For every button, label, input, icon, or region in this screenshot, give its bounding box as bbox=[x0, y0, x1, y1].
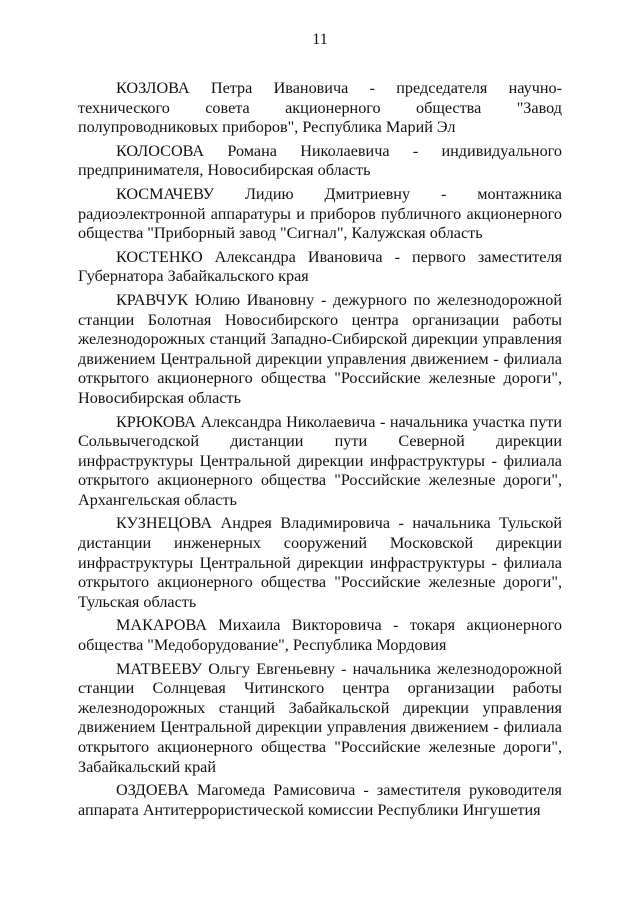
list-item bbox=[78, 616, 562, 655]
list-item bbox=[78, 142, 562, 181]
entry-description: - индивидуального предпринимателя, Новосибирская область bbox=[78, 141, 562, 180]
entry-description: - первого заместителя Губернатора Забайкальского края bbox=[78, 247, 563, 286]
entry-description: - дежурного по железнодорожной станции Болотная Новосибирского центра организации работы железнодорожных станций Западно-Сибирской дирекции управления движением Центральной дирекции управления движением - филиала открытого акционерного общества "Российские железные дороги", Новосибирская область bbox=[78, 290, 562, 407]
list-item bbox=[78, 291, 562, 409]
entry-description: - председателя научно-технического совета акционерного общества "Завод полупроводниковых приборов", Республика Марий Эл bbox=[78, 79, 563, 137]
entry-description: - начальника участка пути Сольвычегодской дистанции пути Северной дирекции инфраструктуры Центральной дирекции инфраструктуры - филиала открытого акционерного общества "Российские железные дороги", Архангельская область bbox=[78, 412, 563, 509]
entry-surname: КОЗЛОВА bbox=[116, 79, 190, 97]
entry-description: - токаря акционерного общества "Медоборудование", Республика Мордовия bbox=[78, 616, 563, 655]
entry-surname: КУЗНЕЦОВА bbox=[116, 514, 213, 533]
entry-given-names: Юлию Ивановну bbox=[194, 290, 315, 309]
entry-description: - заместителя руководителя аппарата Антитеррористической комиссии Республики Ингушетия bbox=[78, 781, 562, 819]
entry-given-names: Магомеда Рамисовича bbox=[196, 781, 356, 800]
entry-given-names: Андрея Владимировича bbox=[220, 514, 391, 533]
entry-given-names: Ольгу Евгеньевну bbox=[208, 659, 335, 678]
list-item bbox=[78, 413, 562, 511]
entry-given-names: Романа Николаевича bbox=[227, 141, 390, 160]
entry-surname: КРАВЧУК bbox=[116, 290, 189, 309]
entry-surname: КОСМАЧЕВУ bbox=[116, 184, 215, 203]
award-list bbox=[78, 79, 562, 824]
entry-surname: МАКАРОВА bbox=[116, 616, 207, 635]
list-item bbox=[78, 660, 562, 778]
entry-description: - монтажника радиоэлектронной аппаратуры и приборов публичного акционерного общества "Приборный завод "Сигнал", Калужская область bbox=[78, 184, 562, 243]
list-item bbox=[78, 248, 562, 287]
list-item bbox=[78, 185, 562, 244]
list-item bbox=[78, 79, 562, 138]
entry-description: - начальника Тульской дистанции инженерных сооружений Московской дирекции инфраструктуры Центральной дирекции инфраструктуры - филиала открытого акционерного общества "Российские железные дороги", Тульская область bbox=[78, 514, 563, 611]
page-number: 11 bbox=[312, 31, 328, 48]
entry-given-names: Петра Ивановича bbox=[210, 79, 349, 97]
entry-given-names: Михаила Викторовича bbox=[218, 616, 382, 635]
list-item bbox=[78, 514, 562, 612]
list-item bbox=[78, 781, 562, 820]
entry-surname: МАТВЕЕВУ bbox=[116, 659, 203, 678]
entry-given-names: Александра Николаевича bbox=[200, 412, 376, 431]
entry-surname: КОСТЕНКО bbox=[116, 247, 203, 266]
entry-given-names: Лидию Дмитриевну bbox=[244, 184, 411, 203]
entry-surname: КОЛОСОВА bbox=[116, 141, 205, 160]
entry-surname: ОЗДОЕВА bbox=[116, 781, 189, 800]
entry-description: - начальника железнодорожной станции Солнцевая Читинского центра организации работы железнодорожных станций Забайкальской дирекции управления движением Центральной дирекции управления движением - филиала открытого акционерного общества "Российские железные дороги", Забайкальский край bbox=[78, 659, 563, 776]
entry-surname: КРЮКОВА bbox=[116, 412, 196, 431]
entry-given-names: Александра Ивановича bbox=[214, 247, 383, 266]
